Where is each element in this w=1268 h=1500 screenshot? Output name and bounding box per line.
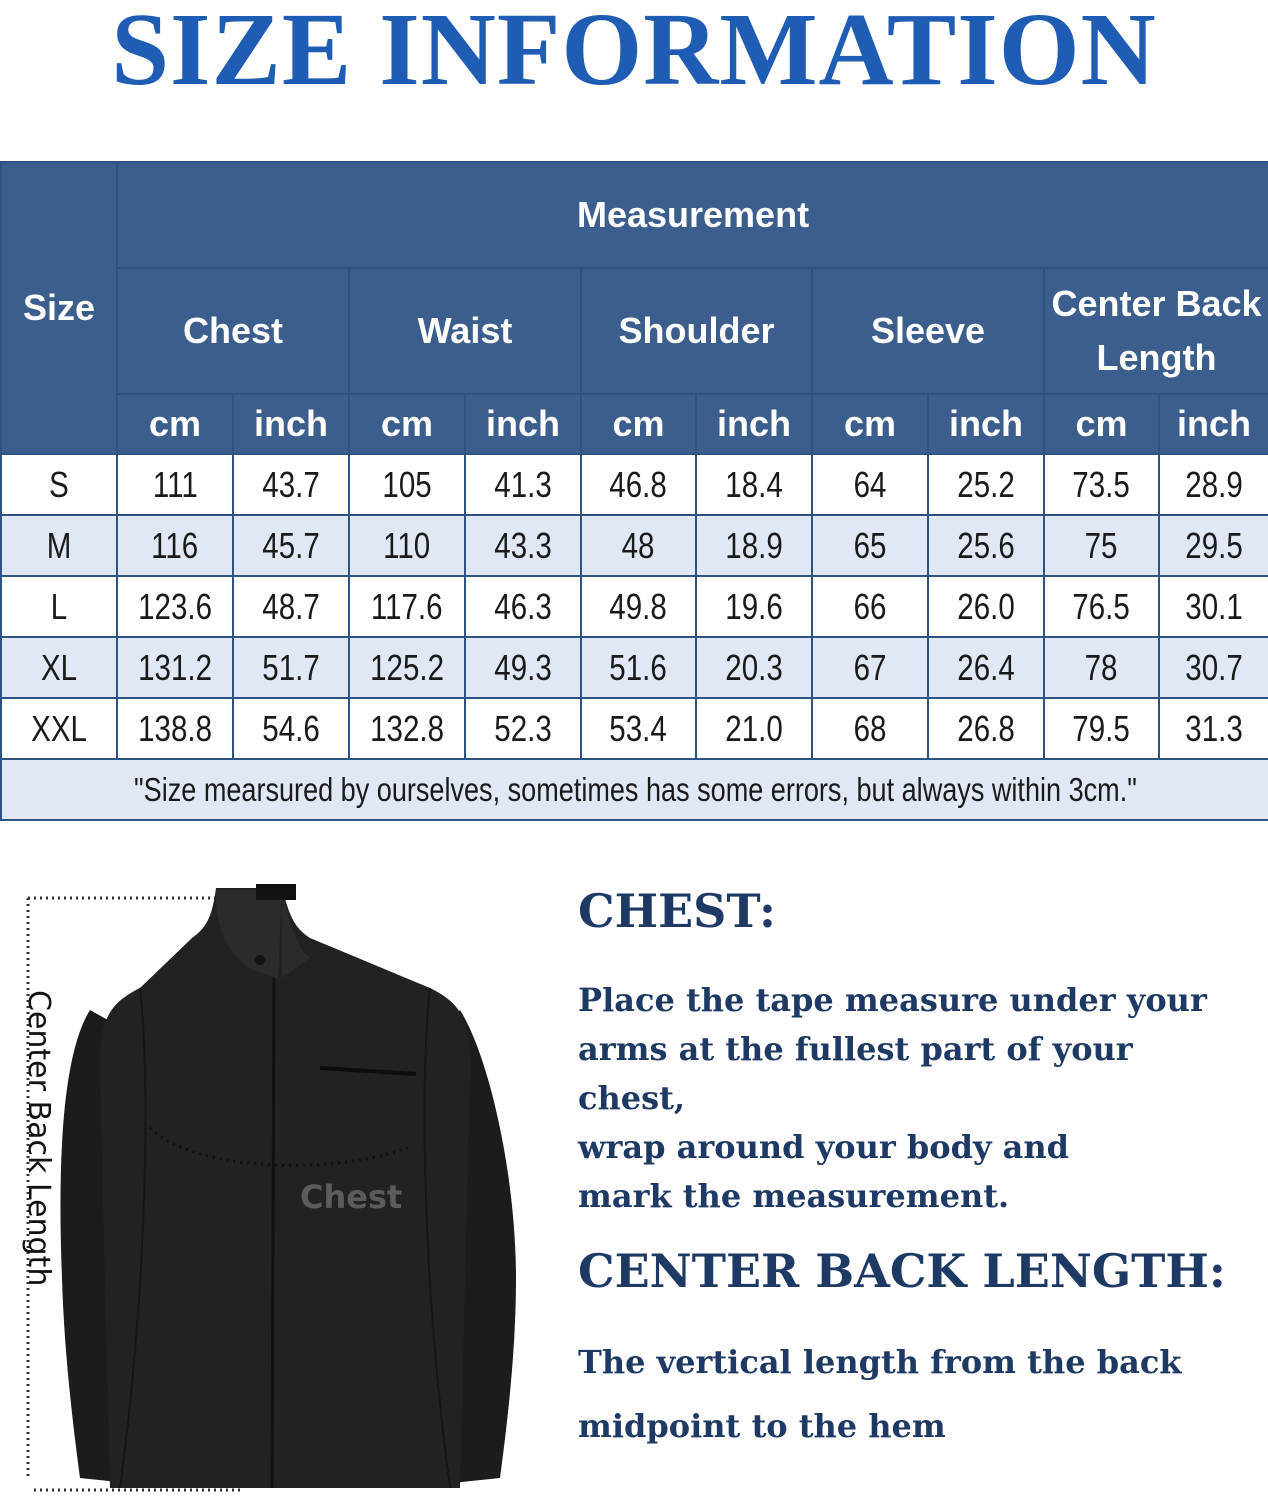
value-cell: 20.3 — [696, 637, 812, 698]
size-header: Size — [1, 162, 117, 454]
table-row — [1, 637, 1268, 698]
value-cell: 117.6 — [349, 576, 465, 637]
center-back-length-heading: CENTER BACK LENGTH: — [578, 1244, 1226, 1298]
value-cell: 26.8 — [928, 698, 1044, 759]
unit-header: cm — [117, 394, 233, 454]
shirt-illustration — [20, 878, 540, 1498]
column-header-sleeve: Sleeve — [812, 268, 1044, 394]
value-cell: 67 — [812, 637, 928, 698]
table-row — [1, 698, 1268, 759]
unit-header: inch — [1159, 394, 1268, 454]
value-cell: 31.3 — [1159, 698, 1268, 759]
value-cell: 25.6 — [928, 515, 1044, 576]
value-cell: 79.5 — [1044, 698, 1159, 759]
value-cell: 19.6 — [696, 576, 812, 637]
value-cell: 53.4 — [581, 698, 696, 759]
table-row — [1, 515, 1268, 576]
chest-line: mark the measurement. — [578, 1177, 1010, 1215]
center-back-length-instructions — [578, 1330, 1238, 1458]
value-cell: 73.5 — [1044, 454, 1159, 515]
chest-heading: CHEST: — [578, 884, 776, 938]
chest-line: arms at the fullest part of your chest, — [578, 1030, 1133, 1117]
value-cell: 123.6 — [117, 576, 233, 637]
value-cell: 65 — [812, 515, 928, 576]
value-cell: 78 — [1044, 637, 1159, 698]
value-cell: 64 — [812, 454, 928, 515]
size-cell: S — [1, 454, 117, 515]
value-cell: 110 — [349, 515, 465, 576]
value-cell: 46.8 — [581, 454, 696, 515]
size-cell: L — [1, 576, 117, 637]
chest-line: Place the tape measure under your — [578, 981, 1207, 1019]
unit-header: inch — [928, 394, 1044, 454]
chest-line: wrap around your body and — [578, 1128, 1070, 1166]
value-cell: 125.2 — [349, 637, 465, 698]
unit-header: cm — [812, 394, 928, 454]
unit-header: inch — [696, 394, 812, 454]
value-cell: 52.3 — [465, 698, 581, 759]
table-note: "Size mearsured by ourselves, sometimes has some errors, but always within 3cm." — [1, 759, 1268, 820]
unit-header: inch — [233, 394, 349, 454]
measurement-header: Measurement — [117, 162, 1268, 268]
value-cell: 49.8 — [581, 576, 696, 637]
chest-instructions — [578, 976, 1238, 1221]
chest-label: Chest — [300, 1178, 403, 1216]
value-cell: 48.7 — [233, 576, 349, 637]
cbl-line: midpoint to the hem — [578, 1407, 946, 1445]
column-header-waist: Waist — [349, 268, 581, 394]
value-cell: 30.7 — [1159, 637, 1268, 698]
value-cell: 51.6 — [581, 637, 696, 698]
value-cell: 75 — [1044, 515, 1159, 576]
value-cell: 30.1 — [1159, 576, 1268, 637]
value-cell: 132.8 — [349, 698, 465, 759]
value-cell: 41.3 — [465, 454, 581, 515]
value-cell: 18.9 — [696, 515, 812, 576]
value-cell: 54.6 — [233, 698, 349, 759]
size-cell: XL — [1, 637, 117, 698]
value-cell: 43.3 — [465, 515, 581, 576]
page-title: SIZE INFORMATION — [111, 0, 1157, 107]
unit-header: inch — [465, 394, 581, 454]
table-row — [1, 454, 1268, 515]
value-cell: 105 — [349, 454, 465, 515]
column-header-shoulder: Shoulder — [581, 268, 812, 394]
size-cell: XXL — [1, 698, 117, 759]
value-cell: 21.0 — [696, 698, 812, 759]
cbl-line: The vertical length from the back — [578, 1343, 1182, 1381]
value-cell: 45.7 — [233, 515, 349, 576]
table-row — [1, 576, 1268, 637]
value-cell: 43.7 — [233, 454, 349, 515]
value-cell: 131.2 — [117, 637, 233, 698]
unit-header: cm — [581, 394, 696, 454]
center-back-length-label: Center Back Length — [21, 990, 56, 1287]
value-cell: 138.8 — [117, 698, 233, 759]
value-cell: 26.4 — [928, 637, 1044, 698]
value-cell: 29.5 — [1159, 515, 1268, 576]
value-cell: 28.9 — [1159, 454, 1268, 515]
value-cell: 46.3 — [465, 576, 581, 637]
value-cell: 48 — [581, 515, 696, 576]
value-cell: 51.7 — [233, 637, 349, 698]
value-cell: 76.5 — [1044, 576, 1159, 637]
unit-header: cm — [349, 394, 465, 454]
value-cell: 68 — [812, 698, 928, 759]
value-cell: 66 — [812, 576, 928, 637]
size-chart-table — [0, 161, 1268, 821]
shirt-drawing — [20, 878, 540, 1498]
value-cell: 111 — [117, 454, 233, 515]
value-cell: 25.2 — [928, 454, 1044, 515]
value-cell: 18.4 — [696, 454, 812, 515]
value-cell: 116 — [117, 515, 233, 576]
unit-header: cm — [1044, 394, 1159, 454]
size-cell: M — [1, 515, 117, 576]
value-cell: 49.3 — [465, 637, 581, 698]
column-header-chest: Chest — [117, 268, 349, 394]
value-cell: 26.0 — [928, 576, 1044, 637]
column-header-center-back-length: Center Back Length — [1044, 268, 1268, 394]
